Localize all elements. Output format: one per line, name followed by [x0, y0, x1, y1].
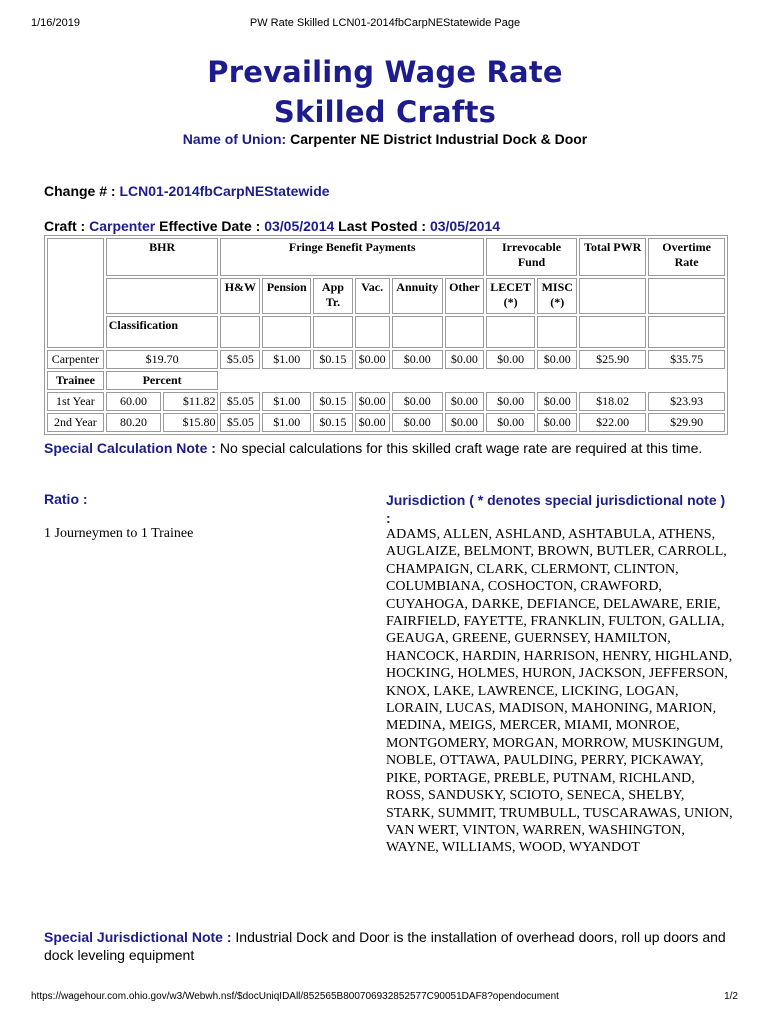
- posted-label: Last Posted :: [338, 218, 427, 234]
- blank-cell: [220, 316, 260, 348]
- print-page-number: 1/2: [724, 991, 738, 1002]
- app-cell: $0.15: [313, 350, 352, 369]
- union-value: Carpenter NE District Industrial Dock & Door: [290, 131, 588, 147]
- vac-cell: $0.00: [355, 413, 390, 432]
- trainee-year-cell: 1st Year: [47, 392, 104, 411]
- special-jur-label: Special Jurisdictional Note :: [44, 929, 232, 945]
- change-line: [44, 183, 330, 199]
- print-url: https://wagehour.com.ohio.gov/w3/Webwh.nsf/$docUniqIDAll/852565B800706932852577C90051DAF8?opendocument: [31, 991, 559, 1002]
- blank-cell: [220, 371, 725, 390]
- total-cell: $22.00: [579, 413, 646, 432]
- other-cell: $0.00: [445, 413, 484, 432]
- blank-cell: [579, 278, 646, 314]
- effective-value: 03/05/2014: [264, 218, 335, 234]
- union-line: [0, 131, 770, 147]
- table-row: [47, 371, 725, 390]
- hw-header: H&W: [220, 278, 260, 314]
- misc-header: MISC (*): [537, 278, 577, 314]
- other-cell: $0.00: [445, 350, 484, 369]
- misc-cell: $0.00: [537, 350, 577, 369]
- blank-cell: [355, 316, 390, 348]
- classification-header: Classification: [106, 316, 219, 348]
- annuity-header: Annuity: [392, 278, 443, 314]
- blank-cell: [648, 278, 725, 314]
- app-cell: $0.15: [313, 413, 352, 432]
- print-page-title: PW Rate Skilled LCN01-2014fbCarpNEStatewide Page: [249, 17, 521, 29]
- lecet-cell: $0.00: [486, 350, 535, 369]
- annuity-cell: $0.00: [392, 413, 443, 432]
- wage-rate-table: [44, 235, 728, 435]
- vac-header: Vac.: [355, 278, 390, 314]
- bhr-cell: $19.70: [106, 350, 219, 369]
- blank-cell: [445, 316, 484, 348]
- overtime-header: Overtime Rate: [648, 238, 725, 276]
- percent-header: Percent: [106, 371, 219, 390]
- pension-cell: $1.00: [262, 350, 311, 369]
- other-cell: $0.00: [445, 392, 484, 411]
- calc-note-label: Special Calculation Note :: [44, 440, 216, 456]
- pension-header: Pension: [262, 278, 311, 314]
- blank-cell: [47, 238, 104, 348]
- change-value: LCN01-2014fbCarpNEStatewide: [119, 183, 330, 199]
- trainee-year-cell: 2nd Year: [47, 413, 104, 432]
- print-date: 1/16/2019: [31, 17, 80, 29]
- blank-cell: [537, 316, 577, 348]
- lecet-cell: $0.00: [486, 392, 535, 411]
- ratio-label: Ratio :: [44, 491, 88, 507]
- misc-cell: $0.00: [537, 392, 577, 411]
- blank-cell: [392, 316, 443, 348]
- special-calculation-note: [44, 439, 734, 457]
- bhr-cell: $11.82: [163, 392, 218, 411]
- special-jurisdictional-note: [44, 928, 734, 964]
- trainee-header: Trainee: [47, 371, 104, 390]
- percent-cell: 80.20: [106, 413, 161, 432]
- lecet-header: LECET (*): [486, 278, 535, 314]
- irrevocable-header: Irrevocable Fund: [486, 238, 577, 276]
- overtime-cell: $35.75: [648, 350, 725, 369]
- hw-cell: $5.05: [220, 413, 260, 432]
- other-header: Other: [445, 278, 484, 314]
- union-label: Name of Union:: [182, 131, 287, 147]
- blank-cell: [486, 316, 535, 348]
- craft-value: Carpenter: [89, 218, 156, 234]
- classification-cell: Carpenter: [47, 350, 104, 369]
- vac-cell: $0.00: [355, 392, 390, 411]
- app-cell: $0.15: [313, 392, 352, 411]
- total-cell: $18.02: [579, 392, 646, 411]
- annuity-cell: $0.00: [392, 392, 443, 411]
- blank-cell: [579, 316, 646, 348]
- blank-cell: [313, 316, 352, 348]
- total-cell: $25.90: [579, 350, 646, 369]
- fringe-header: Fringe Benefit Payments: [220, 238, 483, 276]
- ratio-value: 1 Journeymen to 1 Trainee: [44, 526, 194, 541]
- hw-cell: $5.05: [220, 350, 260, 369]
- app-tr-header: App Tr.: [313, 278, 352, 314]
- craft-line: [44, 218, 500, 234]
- posted-value: 03/05/2014: [429, 218, 501, 234]
- blank-cell: [648, 316, 725, 348]
- annuity-cell: $0.00: [392, 350, 443, 369]
- percent-cell: 60.00: [106, 392, 161, 411]
- misc-cell: $0.00: [537, 413, 577, 432]
- effective-label: Effective Date :: [159, 218, 261, 234]
- hw-cell: $5.05: [220, 392, 260, 411]
- jurisdiction-list: ADAMS, ALLEN, ASHLAND, ASHTABULA, ATHENS, AUGLAIZE, BELMONT, BROWN, BUTLER, CARROLL, CHAMPAIGN, CLARK, CLERMONT, CLINTON, COLUMBIANA, COSHOCTON, CRAWFORD, CUYAHOGA, DARKE, DEFIANCE, DELAWARE, ERIE, FAIRFIELD, FAYETTE, FRANKLIN, FULTON, GALLIA, GEAUGA, GREENE, GUERNSEY, HAMILTON, HANCOCK, HARDIN, HARRISON, HENRY, HIGHLAND, HOCKING, HOLMES, HURON, JACKSON, JEFFERSON, KNOX, LAKE, LAWRENCE, LICKING, LOGAN, LORAIN, LUCAS, MADISON, MAHONING, MARION, MEDINA, MEIGS, MERCER, MIAMI, MONROE, MONTGOMERY, MORGAN, MORROW, MUSKINGUM, NOBLE, OTTAWA, PAULDING, PERRY, PICKAWAY, PIKE, PORTAGE, PREBLE, PUTNAM, RICHLAND, ROSS, SANDUSKY, SCIOTO, SENECA, SHELBY, STARK, SUMMIT, TRUMBULL, TUSCARAWAS, UNION, VAN WERT, VINTON, WARREN, WASHINGTON, WAYNE, WILLIAMS, WOOD, WYANDOT: [386, 527, 733, 856]
- page-title: [0, 52, 770, 132]
- bhr-header: BHR: [106, 238, 219, 276]
- title-line-1: Prevailing Wage Rate: [207, 55, 563, 89]
- lecet-cell: $0.00: [486, 413, 535, 432]
- change-label: Change # :: [44, 183, 116, 199]
- total-pwr-header: Total PWR: [579, 238, 646, 276]
- blank-cell: [106, 278, 219, 314]
- overtime-cell: $23.93: [648, 392, 725, 411]
- overtime-cell: $29.90: [648, 413, 725, 432]
- table-row: [47, 392, 725, 411]
- table-row: [47, 413, 725, 432]
- title-line-2: Skilled Crafts: [273, 95, 497, 129]
- pension-cell: $1.00: [262, 413, 311, 432]
- special-jur-text: Industrial Dock and Door is the installation of overhead doors, roll up doors and dock leveling equipment: [44, 929, 726, 963]
- jurisdiction-label: Jurisdiction ( * denotes special jurisdictional note ) :: [386, 492, 726, 526]
- pension-cell: $1.00: [262, 392, 311, 411]
- craft-label: Craft :: [44, 218, 86, 234]
- blank-cell: [262, 316, 311, 348]
- vac-cell: $0.00: [355, 350, 390, 369]
- bhr-cell: $15.80: [163, 413, 218, 432]
- table-row: [47, 350, 725, 369]
- calc-note-text: No special calculations for this skilled craft wage rate are required at this time.: [219, 440, 703, 456]
